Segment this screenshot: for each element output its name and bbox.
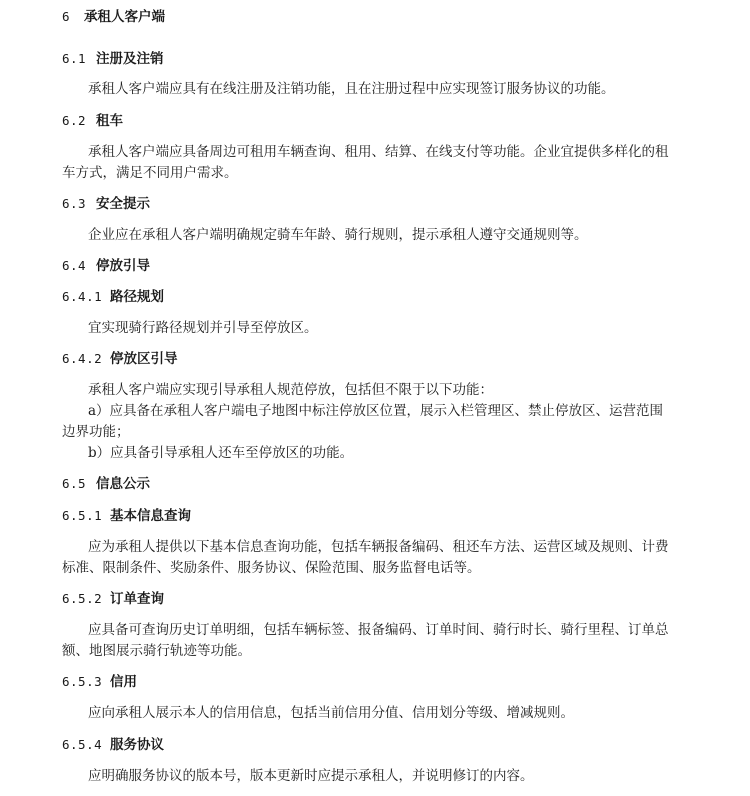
subsection-heading bbox=[62, 257, 150, 275]
list-item-line: 边界功能； bbox=[62, 424, 130, 440]
subsection-title: 订单查询 bbox=[110, 591, 164, 607]
subsection-title: 停放引导 bbox=[96, 258, 150, 274]
section-title: 承租人客户端 bbox=[84, 9, 165, 25]
list-item-line: b）应具备引导承租人还车至停放区的功能。 bbox=[88, 445, 354, 461]
subsection-number: 6.3 bbox=[62, 196, 87, 211]
subsection-title: 基本信息查询 bbox=[110, 508, 191, 524]
subsection-number: 6.5.3 bbox=[62, 674, 103, 689]
paragraph-line: 企业应在承租人客户端明确规定骑车年龄、骑行规则，提示承租人遵守交通规则等。 bbox=[88, 227, 588, 243]
paragraph-line: 承租人客户端应实现引导承租人规范停放，包括但不限于以下功能： bbox=[88, 382, 493, 398]
subsection-number: 6.2 bbox=[62, 113, 87, 128]
paragraph-line: 标准、限制条件、奖励条件、服务协议、保险范围、服务监督电话等。 bbox=[62, 560, 481, 576]
subsection-title: 停放区引导 bbox=[110, 351, 178, 367]
subsection-heading bbox=[62, 673, 137, 691]
subsection-heading bbox=[62, 195, 150, 213]
subsection-heading bbox=[62, 736, 164, 754]
paragraph-line: 承租人客户端应具有在线注册及注销功能，且在注册过程中应实现签订服务协议的功能。 bbox=[88, 81, 615, 97]
subsection-heading bbox=[62, 112, 123, 130]
subsection-title: 安全提示 bbox=[96, 196, 150, 212]
subsection-number: 6.5 bbox=[62, 476, 87, 491]
subsection-heading bbox=[62, 507, 191, 525]
paragraph-line: 承租人客户端应具备周边可租用车辆查询、租用、结算、在线支付等功能。企业宜提供多样化的租 bbox=[88, 144, 669, 160]
subsection-number: 6.5.2 bbox=[62, 591, 103, 606]
section-heading bbox=[62, 8, 165, 26]
paragraph-line: 应向承租人展示本人的信用信息，包括当前信用分值、信用划分等级、增减规则。 bbox=[88, 705, 574, 721]
list-item-line: a）应具备在承租人客户端电子地图中标注停放区位置，展示入栏管理区、禁止停放区、运营范围 bbox=[88, 403, 664, 419]
section-number: 6 bbox=[62, 9, 71, 24]
subsection-heading bbox=[62, 590, 164, 608]
subsection-number: 6.4.1 bbox=[62, 289, 103, 304]
subsection-heading bbox=[62, 350, 178, 368]
subsection-number: 6.4.2 bbox=[62, 351, 103, 366]
subsection-title: 路径规划 bbox=[110, 289, 164, 305]
subsection-number: 6.5.1 bbox=[62, 508, 103, 523]
paragraph-line: 宜实现骑行路径规划并引导至停放区。 bbox=[88, 320, 318, 336]
subsection-title: 服务协议 bbox=[110, 737, 164, 753]
subsection-number: 6.4 bbox=[62, 258, 87, 273]
subsection-heading bbox=[62, 288, 164, 306]
subsection-title: 信用 bbox=[110, 674, 137, 690]
subsection-number: 6.1 bbox=[62, 51, 87, 66]
subsection-title: 信息公示 bbox=[96, 476, 150, 492]
subsection-title: 租车 bbox=[96, 113, 123, 129]
paragraph-line: 应具备可查询历史订单明细，包括车辆标签、报备编码、订单时间、骑行时长、骑行里程、订单总 bbox=[88, 622, 669, 638]
subsection-title: 注册及注销 bbox=[96, 51, 164, 67]
subsection-heading bbox=[62, 50, 164, 68]
paragraph-line: 额、地图展示骑行轨迹等功能。 bbox=[62, 643, 251, 659]
subsection-number: 6.5.4 bbox=[62, 737, 103, 752]
paragraph-line: 车方式，满足不同用户需求。 bbox=[62, 165, 238, 181]
subsection-heading bbox=[62, 475, 150, 493]
paragraph-line: 应为承租人提供以下基本信息查询功能，包括车辆报备编码、租还车方法、运营区域及规则、计费 bbox=[88, 539, 669, 555]
paragraph-line: 应明确服务协议的版本号，版本更新时应提示承租人，并说明修订的内容。 bbox=[88, 768, 534, 784]
